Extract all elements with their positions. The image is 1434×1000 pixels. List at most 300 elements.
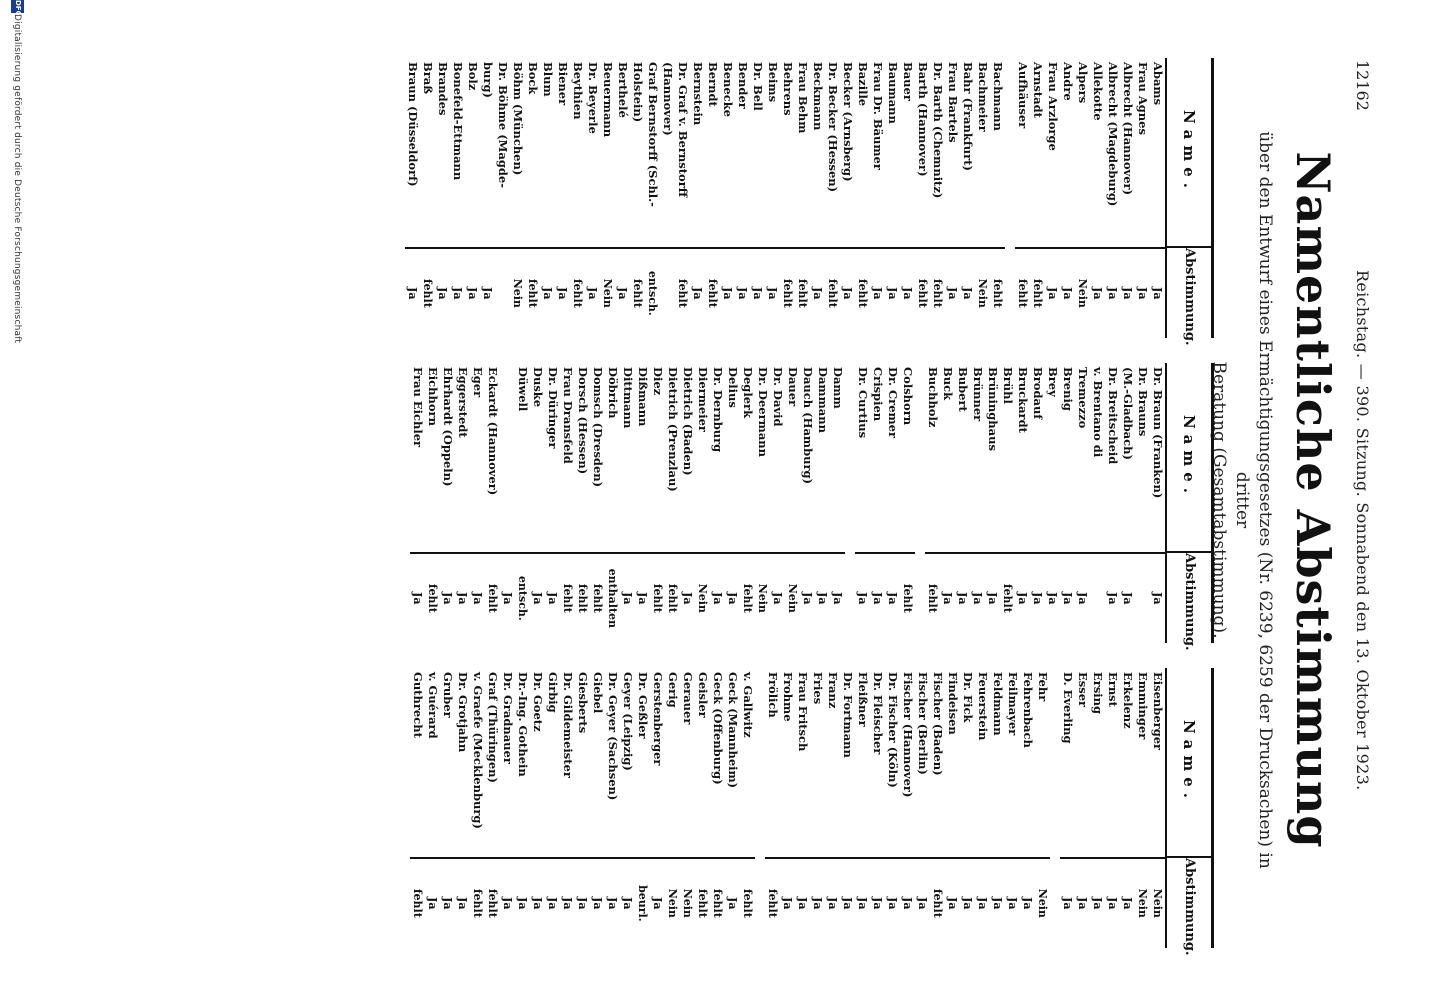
page-title: Namentliche Abstimmung [1286, 151, 1340, 849]
table-row [560, 363, 575, 643]
deputy-name-text: Eisenberger [1151, 672, 1165, 751]
table-row [440, 668, 455, 948]
vote-column-2 [61, 363, 1214, 651]
deputy-name [590, 363, 605, 552]
deputy-name [1135, 58, 1150, 247]
deputy-name-text: Dr. David [771, 367, 785, 427]
table-row [945, 668, 960, 948]
vote-value: Ja [900, 857, 915, 948]
vote-value: entsch. [645, 247, 660, 338]
table-row [780, 668, 795, 948]
deputy-name-text: Bonefeld-Ettmann [451, 62, 465, 181]
table-row [930, 58, 945, 338]
deputy-name [740, 668, 755, 857]
deputy-name [485, 363, 500, 552]
deputy-name-text: Colshorn [901, 367, 915, 426]
vote-value: Ja [500, 552, 515, 643]
deputy-name [420, 58, 435, 247]
vote-value: Ja [1060, 552, 1075, 643]
column-header [1165, 363, 1211, 651]
deputy-name-text: Dauch (Hamburg) [801, 367, 815, 485]
table-row [500, 668, 515, 948]
vote-value: Nein [510, 247, 525, 338]
vote-value: Ja [840, 247, 855, 338]
deputy-name-text: Bachmann [991, 62, 1005, 131]
table-row [1015, 58, 1030, 338]
deputy-name-text: Gruber [441, 672, 455, 718]
vote-value: Ja [885, 247, 900, 338]
vote-value: Ja [780, 857, 795, 948]
vote-value [1135, 552, 1150, 643]
deputy-name-text: Dr. Fick [961, 672, 975, 723]
table-row [780, 58, 795, 338]
deputy-name [1150, 58, 1165, 247]
deputy-name [585, 58, 600, 247]
table-row [970, 363, 985, 643]
deputy-name-text: Ehrhardt (Oppeln) [441, 367, 455, 487]
table-row [1090, 363, 1105, 643]
table-row [940, 363, 955, 643]
table-row [660, 58, 675, 338]
vote-value: Ja [530, 552, 545, 643]
vote-value: Ja [410, 552, 425, 643]
deputy-name [590, 668, 605, 857]
vote-value: Ja [500, 857, 515, 948]
table-row [725, 363, 740, 643]
deputy-name [1060, 363, 1075, 552]
table-row [770, 363, 785, 643]
table-row [425, 363, 440, 643]
vote-value: Ja [810, 247, 825, 338]
deputy-name-text: Ersing [1091, 672, 1105, 715]
vote-value: Ja [1060, 247, 1075, 338]
header-vote: Abstimmung. [1167, 551, 1211, 643]
deputy-name-text: Dr. Geßler [636, 672, 650, 739]
vote-value: Ja [975, 857, 990, 948]
deputy-name [800, 363, 815, 552]
deputy-name-text: D. Everling [1061, 672, 1075, 744]
table-row [705, 58, 720, 338]
table-row [955, 363, 970, 643]
vote-value: fehlt [795, 247, 810, 338]
deputy-name-text: Bahr (Frankfurt) [961, 62, 975, 171]
deputy-name [885, 668, 900, 857]
vote-value: Ja [465, 247, 480, 338]
header-vote: Abstimmung. [1167, 246, 1211, 338]
vote-value: Ja [945, 247, 960, 338]
table-row [915, 668, 930, 948]
deputy-name [1150, 668, 1165, 857]
deputy-name-text: Frau Bartels [946, 62, 960, 143]
table-row [485, 363, 500, 643]
vote-value: Ja [455, 552, 470, 643]
deputy-name-text: Tremezzo [1076, 367, 1090, 429]
deputy-name-text: Döbrich [606, 367, 620, 419]
deputy-name [695, 668, 710, 857]
row-gap [845, 363, 855, 643]
table-row [830, 363, 845, 643]
deputy-name-text [501, 367, 515, 369]
deputy-name [575, 668, 590, 857]
vote-value: Ja [690, 247, 705, 338]
deputy-name-text: v. Guérard [426, 672, 440, 739]
deputy-name [1000, 363, 1015, 552]
deputy-name [435, 58, 450, 247]
deputy-name-text: Dr. Breitscheid [1106, 367, 1120, 465]
deputy-name-text: Frölich [766, 672, 780, 718]
deputy-name [440, 363, 455, 552]
row-gap [1005, 58, 1015, 338]
deputy-name [870, 363, 885, 552]
deputy-name-text: Biener [556, 62, 570, 106]
table-row [605, 668, 620, 948]
deputy-name-text: Dorsch (Hessen) [576, 367, 590, 475]
table-row [665, 363, 680, 643]
deputy-name-text: Brey [1046, 367, 1060, 397]
vote-value: Ja [1105, 552, 1120, 643]
table-row [755, 363, 770, 643]
table-row [515, 363, 530, 643]
deputy-name [810, 668, 825, 857]
deputy-name [780, 668, 795, 857]
table-row [555, 58, 570, 338]
deputy-name-text: Berndt [706, 62, 720, 107]
deputy-name-text: Giesberts [576, 672, 590, 734]
vote-value: Ja [1090, 857, 1105, 948]
deputy-name-text: Frau Eichler [411, 367, 425, 448]
vote-value: fehlt [855, 247, 870, 338]
deputy-name-text: Abams [1151, 62, 1165, 106]
table-row [480, 58, 495, 338]
vote-value: Nein [1135, 857, 1150, 948]
table-row [485, 668, 500, 948]
vote-value: entsch. [515, 552, 530, 643]
running-head-text: Reichstag. — 390. Sitzung. Sonnabend den 13. Oktober 1923. [1353, 270, 1372, 791]
vote-value: Ja [870, 247, 885, 338]
table-row [690, 58, 705, 338]
vote-value: Nein [1150, 857, 1165, 948]
deputy-name-text: Dr. Becker (Hessen) [826, 62, 840, 193]
table-row [630, 58, 645, 338]
deputy-name-text: Dr. Deermann [756, 367, 770, 457]
deputy-name-text: Diermeier [696, 367, 710, 432]
deputy-name-text: Beckmann [811, 62, 825, 131]
vote-value: Ja [585, 247, 600, 338]
vote-table [14, 58, 1214, 956]
vote-value: fehlt [930, 857, 945, 948]
vote-value: fehlt [1000, 552, 1015, 643]
deputy-name-text: Baumann [886, 62, 900, 124]
vote-value: Ja [1005, 857, 1020, 948]
table-row [1120, 363, 1135, 643]
vote-column-3 [61, 668, 1214, 956]
table-row [680, 363, 695, 643]
deputy-name-text: Frau Dr. Bäumer [871, 62, 885, 170]
deputy-name [970, 363, 985, 552]
deputy-name-text: Dr. Düringer [546, 367, 560, 449]
vote-value: fehlt [925, 552, 940, 643]
vote-value: Ja [620, 552, 635, 643]
deputy-name-text: Delius [726, 367, 740, 408]
vote-value: fehlt [420, 247, 435, 338]
vote-value: Ja [650, 857, 665, 948]
table-row [855, 58, 870, 338]
deputy-name [1035, 668, 1050, 857]
table-row [525, 58, 540, 338]
vote-value: Ja [450, 247, 465, 338]
table-row [750, 58, 765, 338]
deputy-name-text: Feldmann [991, 672, 1005, 736]
vote-value: Ja [555, 247, 570, 338]
deputy-name-text: Geck (Offenburg) [711, 672, 725, 785]
deputy-name [815, 363, 830, 552]
deputy-name [470, 363, 485, 552]
table-row [590, 363, 605, 643]
vote-value: Ja [680, 552, 695, 643]
deputy-name [975, 58, 990, 247]
deputy-name-text: Dr. Bell [751, 62, 765, 111]
deputy-name [825, 668, 840, 857]
deputy-name [545, 668, 560, 857]
deputy-name-text: Dr. Grotjahn [456, 672, 470, 753]
deputy-name-text: Arnstadt [1031, 62, 1045, 118]
vote-value: fehlt [650, 552, 665, 643]
vote-value: fehlt [485, 857, 500, 948]
table-row [605, 363, 620, 643]
table-row [495, 58, 510, 338]
table-row [420, 58, 435, 338]
vote-value: Ja [800, 552, 815, 643]
deputy-name [985, 363, 1000, 552]
table-row [1150, 363, 1165, 643]
table-row [870, 363, 885, 643]
deputy-name [855, 363, 870, 552]
vote-value: Ja [540, 247, 555, 338]
vote-value: Ja [620, 857, 635, 948]
table-row [870, 58, 885, 338]
table-row [450, 58, 465, 338]
column-header [1165, 668, 1211, 956]
deputy-name [1135, 668, 1150, 857]
vote-value: Ja [1030, 552, 1045, 643]
vote-value: Ja [870, 857, 885, 948]
deputy-name [1090, 668, 1105, 857]
deputy-name [765, 668, 780, 857]
deputy-name [1075, 58, 1090, 247]
deputy-name-text: Fehrenbach [1021, 672, 1035, 748]
deputy-name [575, 363, 590, 552]
vote-value: Ja [1060, 857, 1075, 948]
deputy-name [1150, 363, 1165, 552]
vote-value: Ja [605, 857, 620, 948]
vote-value: Ja [1045, 552, 1060, 643]
deputy-name [930, 668, 945, 857]
vote-value: fehlt [425, 552, 440, 643]
deputy-name-text: Bruckardt [1016, 367, 1030, 433]
deputy-name [885, 58, 900, 247]
vote-value: Ja [545, 552, 560, 643]
vote-value: Ja [590, 857, 605, 948]
vote-value: Ja [435, 247, 450, 338]
deputy-name [975, 668, 990, 857]
deputy-name [1105, 58, 1120, 247]
table-row [635, 668, 650, 948]
deputy-name-text: Frau Dransfeld [561, 367, 575, 464]
vote-value: fehlt [590, 552, 605, 643]
deputy-name-text: Frau Arzlorge [1046, 62, 1060, 151]
table-row [1120, 668, 1135, 948]
table-row [510, 58, 525, 338]
row-gap [915, 363, 925, 643]
table-row [675, 58, 690, 338]
table-row [515, 668, 530, 948]
column-rows [410, 363, 1165, 643]
table-row [635, 363, 650, 643]
vote-value [495, 247, 510, 338]
vote-value: fehlt [825, 247, 840, 338]
deputy-name-text: Holstein) [631, 62, 645, 123]
vote-value: fehlt [485, 552, 500, 643]
table-row [545, 363, 560, 643]
deputy-name [1005, 668, 1020, 857]
vote-value: Ja [725, 552, 740, 643]
table-row [530, 363, 545, 643]
vote-value: Ja [940, 552, 955, 643]
vote-value: Ja [480, 247, 495, 338]
vote-value: fehlt [575, 552, 590, 643]
deputy-name [940, 363, 955, 552]
table-row [590, 668, 605, 948]
table-row [575, 668, 590, 948]
vote-value: Ja [575, 857, 590, 948]
deputy-name [665, 363, 680, 552]
table-row [1105, 58, 1120, 338]
deputy-name-text: v. Brentano di [1091, 367, 1105, 458]
deputy-name [740, 363, 755, 552]
table-row [1030, 363, 1045, 643]
deputy-name-text: Dr. Graf v. Bernstorff [676, 62, 690, 198]
table-row [990, 58, 1005, 338]
deputy-name [425, 668, 440, 857]
deputy-name-text: Bernstein [691, 62, 705, 126]
table-row [930, 668, 945, 948]
deputy-name [840, 668, 855, 857]
deputy-name-text: Geck (Mannheim) [726, 672, 740, 789]
deputy-name-text: Dr. Brauns [1136, 367, 1150, 437]
header-name: Name. [1180, 414, 1198, 500]
deputy-name-text: Erkelenz [1121, 672, 1135, 729]
table-row [825, 668, 840, 948]
vote-value: Ja [1045, 247, 1060, 338]
vote-value: fehlt [525, 247, 540, 338]
table-row [545, 668, 560, 948]
table-row [795, 58, 810, 338]
deputy-name [915, 668, 930, 857]
deputy-name-text: Dr. Beyerle [586, 62, 600, 134]
vote-value: fehlt [740, 857, 755, 948]
deputy-name-text: Bazille [856, 62, 870, 107]
vote-value: Ja [855, 552, 870, 643]
subtitle [1207, 120, 1276, 880]
deputy-name [945, 58, 960, 247]
table-row [575, 363, 590, 643]
deputy-name [915, 58, 930, 247]
table-row [855, 668, 870, 948]
vote-value: Ja [710, 552, 725, 643]
deputy-name-text: Graf Bernstorff (Schl.- [646, 62, 660, 207]
deputy-name-text: Benecke [721, 62, 735, 118]
table-row [695, 363, 710, 643]
deputy-name-text: Dr. Dernburg [711, 367, 725, 453]
deputy-name-text: Fischer (Berlin) [916, 672, 930, 775]
table-row [1060, 58, 1075, 338]
vote-value: Ja [735, 247, 750, 338]
deputy-name [755, 363, 770, 552]
deputy-name-text: Franz [826, 672, 840, 709]
vote-value: Ja [1090, 247, 1105, 338]
vote-value: fehlt [765, 857, 780, 948]
vote-value: Ja [750, 247, 765, 338]
deputy-name [795, 668, 810, 857]
table-row [560, 668, 575, 948]
deputy-name-text: Buck [941, 367, 955, 401]
row-gap [1050, 668, 1060, 948]
table-row [1090, 58, 1105, 338]
table-row [765, 58, 780, 338]
deputy-name [1090, 58, 1105, 247]
vote-value: fehlt [900, 552, 915, 643]
vote-value: Ja [1020, 857, 1035, 948]
table-row [1120, 58, 1135, 338]
deputy-name [510, 58, 525, 247]
table-row [1060, 363, 1075, 643]
deputy-name [495, 58, 510, 247]
deputy-name [630, 58, 645, 247]
table-row [720, 58, 735, 338]
table-row [680, 668, 695, 948]
table-row [620, 363, 635, 643]
vote-value: Ja [985, 552, 1000, 643]
subtitle-line-1: über den Entwurf eines Ermächtigungsgesetzes (Nr. 6239, 6259 der Drucksachen) in dritter [1232, 131, 1275, 869]
vote-value: Ja [440, 857, 455, 948]
deputy-name [450, 58, 465, 247]
table-row [990, 668, 1005, 948]
subtitle-line-2: Beratung (Gesamtabstimmung). [1209, 361, 1229, 639]
deputy-name [1075, 363, 1090, 552]
deputy-name [1045, 363, 1060, 552]
table-row [885, 668, 900, 948]
deputy-name [710, 363, 725, 552]
table-row [435, 58, 450, 338]
table-row [585, 58, 600, 338]
deputy-name [530, 668, 545, 857]
vote-value: Ja [405, 247, 420, 338]
table-row [650, 363, 665, 643]
vote-value: Ja [955, 552, 970, 643]
deputy-name [1020, 668, 1035, 857]
table-row [1000, 363, 1015, 643]
deputy-name-text: Frau Behm [796, 62, 810, 134]
table-row [470, 363, 485, 643]
deputy-name-text: Esser [1076, 672, 1090, 708]
table-row [735, 58, 750, 338]
vote-value: Ja [1105, 247, 1120, 338]
vote-value: Nein [1075, 247, 1090, 338]
vote-value: enthalten [605, 552, 620, 643]
deputy-name [785, 363, 800, 552]
deputy-name [1105, 363, 1120, 552]
deputy-name [480, 58, 495, 247]
